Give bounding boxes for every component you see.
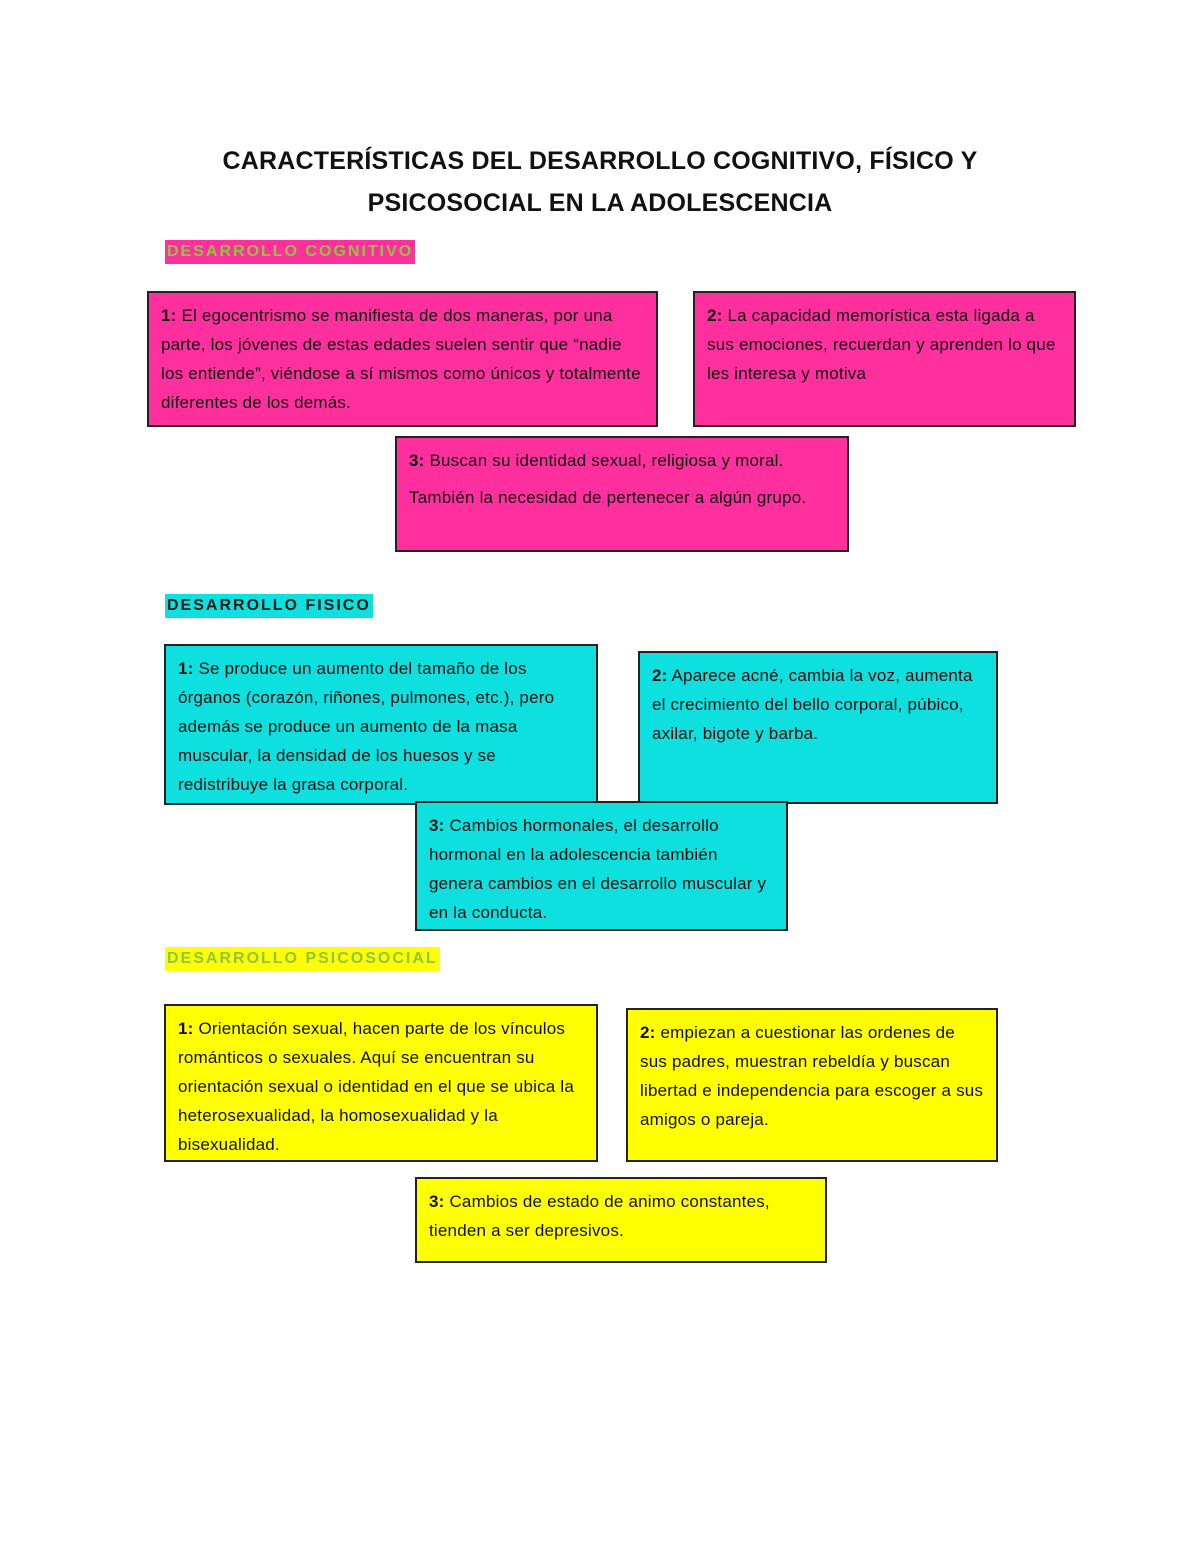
section-label-psychosocial: DESARROLLO PSICOSOCIAL: [165, 947, 440, 971]
cognitive-box-2-text: [707, 301, 1062, 388]
item-number: 1:: [178, 1019, 194, 1038]
cognitive-box-3-extra: También la necesidad de pertenecer a algún grupo.: [409, 488, 807, 507]
psychosocial-box-2-text: [640, 1018, 984, 1134]
cognitive-box-1-text: [161, 301, 644, 417]
physical-box-3-text: [429, 811, 774, 927]
item-text: El egocentrismo se manifiesta de dos maneras, por una parte, los jóvenes de estas edades suelen sentir que “nadie los entiende”, viéndose a sí mismos como únicos y totalmente diferentes de los demás.: [161, 306, 641, 412]
item-number: 1:: [178, 659, 194, 678]
psychosocial-box-1: [164, 1004, 598, 1162]
item-text: Cambios de estado de animo constantes, tienden a ser depresivos.: [429, 1192, 770, 1240]
physical-box-3: [415, 801, 788, 931]
page-title: [150, 140, 1050, 224]
cognitive-box-2: [693, 291, 1076, 427]
item-number: 2:: [652, 666, 668, 685]
page-title-line-1: CARACTERÍSTICAS DEL DESARROLLO COGNITIVO, FÍSICO Y: [222, 147, 978, 175]
psychosocial-box-2: [626, 1008, 998, 1162]
item-text: Aparece acné, cambia la voz, aumenta el crecimiento del bello corporal, púbico, axilar, bigote y barba.: [652, 666, 973, 743]
item-text: Buscan su identidad sexual, religiosa y moral.: [424, 451, 784, 470]
physical-box-2-text: [652, 661, 984, 748]
item-text: Cambios hormonales, el desarrollo hormonal en la adolescencia también genera cambios en el desarrollo muscular y en la conducta.: [429, 816, 767, 922]
item-text: empiezan a cuestionar las ordenes de sus padres, muestran rebeldía y buscan libertad e independencia para escoger a sus amigos o pareja.: [640, 1023, 984, 1129]
item-number: 3:: [429, 816, 445, 835]
item-text: Orientación sexual, hacen parte de los vínculos románticos o sexuales. Aquí se encuentran su orientación sexual o identidad en el que se ubica la heterosexualidad, la homosexualidad y la bisexualidad.: [178, 1019, 575, 1154]
physical-box-1-text: [178, 654, 584, 799]
page-title-line-2: PSICOSOCIAL EN LA ADOLESCENCIA: [367, 189, 833, 217]
section-label-physical: DESARROLLO FISICO: [165, 594, 373, 618]
item-number: 1:: [161, 306, 177, 325]
cognitive-box-3-text: [409, 446, 835, 475]
psychosocial-box-3-text: [429, 1187, 813, 1245]
item-text: Se produce un aumento del tamaño de los órganos (corazón, riñones, pulmones, etc.), pero además se produce un aumento de la masa muscular, la densidad de los huesos y se redistribuye la grasa corporal.: [178, 659, 555, 794]
physical-box-1: [164, 644, 598, 805]
item-text: La capacidad memorística esta ligada a sus emociones, recuerdan y aprenden lo que les interesa y motiva: [707, 306, 1056, 383]
section-label-cognitive: DESARROLLO COGNITIVO: [165, 240, 415, 264]
physical-box-2: [638, 651, 998, 804]
item-number: 3:: [429, 1192, 445, 1211]
item-number: 3:: [409, 451, 425, 470]
cognitive-box-3: [395, 436, 849, 552]
psychosocial-box-1-text: [178, 1014, 584, 1159]
item-number: 2:: [640, 1023, 656, 1042]
item-number: 2:: [707, 306, 723, 325]
cognitive-box-1: [147, 291, 658, 427]
psychosocial-box-3: [415, 1177, 827, 1263]
